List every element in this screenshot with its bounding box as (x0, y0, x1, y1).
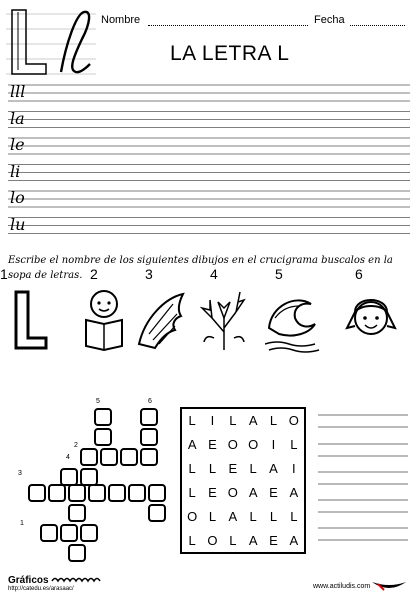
graficos-credit (8, 575, 101, 592)
word-search-row (182, 433, 304, 457)
word-search-letter[interactable]: A (248, 485, 258, 500)
crossword-number: 3 (18, 470, 22, 477)
crossword-cell[interactable] (68, 504, 86, 522)
crossword-cell[interactable] (140, 428, 158, 446)
crossword-cell[interactable] (68, 484, 86, 502)
word-search-letter[interactable]: L (290, 509, 298, 524)
crossword-cell[interactable] (128, 484, 146, 502)
crossword-number: 6 (148, 398, 152, 405)
practice-row-label: li (10, 161, 21, 181)
word-search-letter[interactable]: L (188, 485, 196, 500)
picture-number: 6 (355, 266, 363, 282)
crossword-cell[interactable] (120, 448, 138, 466)
word-search-row (182, 529, 304, 553)
crossword-cell[interactable] (88, 484, 106, 502)
word-search-letter[interactable]: A (248, 413, 258, 428)
word-search-letter[interactable]: L (188, 413, 196, 428)
word-search-letter[interactable]: O (248, 437, 259, 452)
word-search-letter[interactable]: L (208, 509, 217, 524)
crossword-cell[interactable] (80, 448, 98, 466)
eye-logo-icon (370, 578, 408, 592)
word-search-letter[interactable]: L (290, 437, 298, 452)
practice-row-label: la (10, 108, 25, 128)
practice-row-label: le (10, 135, 25, 154)
page-title: LA LETRA L (170, 42, 290, 65)
graficos-label: Gráficos (8, 575, 49, 586)
word-search-letter[interactable]: A (248, 533, 258, 548)
word-search-letter[interactable]: O (227, 485, 238, 500)
instruction-text: Escribe el nombre de los siguientes dibujos en el crucigrama buscalos en la sopa de letras. (8, 255, 393, 281)
date-label: Fecha (314, 14, 345, 26)
picture-number: 2 (90, 266, 98, 282)
crossword-cell[interactable] (140, 408, 158, 426)
lily-flowers-icon (200, 288, 256, 361)
word-search-letter[interactable]: I (271, 437, 276, 452)
handwriting-lines (8, 82, 410, 242)
word-search-letter[interactable]: L (229, 413, 237, 428)
word-search-letter[interactable]: A (269, 461, 278, 476)
crossword-cell[interactable] (94, 408, 112, 426)
wing-icon (135, 288, 191, 361)
picture-number: 5 (275, 266, 283, 282)
picture-number: 4 (210, 266, 218, 282)
word-search-letter[interactable]: L (249, 461, 257, 476)
word-search-letter[interactable]: L (188, 533, 196, 548)
crossword-cell[interactable] (28, 484, 46, 502)
girl-face-icon (345, 288, 401, 361)
word-search-letter[interactable]: E (208, 437, 217, 452)
wave-icon (265, 288, 321, 361)
crossword-cell[interactable] (140, 448, 158, 466)
practice-row-label: lu (10, 214, 26, 234)
squiggle-icon (51, 576, 101, 584)
practice-row-label: lll (10, 82, 26, 101)
word-search-letter[interactable]: L (208, 461, 217, 476)
practice-row-label: lo (10, 188, 25, 207)
crossword-cell[interactable] (148, 504, 166, 522)
crossword-cell[interactable] (148, 484, 166, 502)
site-link[interactable]: www.actiludis.com (313, 583, 371, 590)
word-search-letter[interactable]: L (269, 509, 278, 524)
word-search-letter[interactable]: A (289, 485, 299, 500)
word-search-letter[interactable]: L (188, 461, 196, 476)
crossword-number: 5 (96, 398, 100, 405)
name-label: Nombre (101, 14, 141, 26)
word-search-letter[interactable]: E (208, 485, 217, 500)
crossword-number: 4 (66, 454, 70, 461)
crossword-cell[interactable] (100, 448, 118, 466)
word-search-letter[interactable]: E (269, 533, 278, 548)
picture-number: 3 (145, 266, 153, 282)
picture-number: 1 (0, 266, 8, 282)
word-search-letter[interactable]: O (288, 413, 299, 428)
crossword-cell[interactable] (80, 524, 98, 542)
crossword-number: 2 (74, 442, 78, 449)
word-search-letter[interactable]: L (249, 509, 257, 524)
crossword-cell[interactable] (40, 524, 58, 542)
word-search-letter[interactable]: L (229, 533, 237, 548)
letter-header-graphic (6, 4, 96, 78)
word-search-row (182, 481, 304, 505)
crossword-cell[interactable] (94, 428, 112, 446)
word-search-letter[interactable]: E (228, 461, 238, 476)
word-search-letter[interactable]: I (291, 461, 296, 476)
crossword-cell[interactable] (60, 524, 78, 542)
word-search-row (182, 505, 304, 529)
crossword-cell[interactable] (48, 484, 66, 502)
word-search-letter[interactable]: L (269, 413, 278, 428)
word-search-letter[interactable]: A (289, 533, 299, 548)
date-field[interactable] (350, 25, 405, 26)
word-search-letter[interactable]: I (210, 413, 215, 428)
answer-lines (318, 410, 408, 555)
letter-l-icon (12, 288, 68, 361)
crossword-number: 1 (20, 520, 24, 527)
crossword-cell[interactable] (68, 544, 86, 562)
word-search-letter[interactable]: E (269, 485, 278, 500)
crossword-cell[interactable] (108, 484, 126, 502)
word-search-letter[interactable]: O (207, 533, 218, 548)
baby-reading-book-icon (80, 288, 136, 361)
name-field[interactable] (148, 25, 308, 26)
word-search-letter[interactable]: A (228, 509, 238, 524)
word-search-grid (180, 407, 306, 554)
word-search-letter[interactable]: O (227, 437, 238, 452)
word-search-row (182, 409, 304, 433)
word-search-row (182, 457, 304, 481)
graficos-url[interactable]: http://catedu.es/arasaac/ (8, 586, 74, 592)
word-search-letter[interactable]: O (187, 509, 198, 524)
word-search-letter[interactable]: A (187, 437, 197, 452)
